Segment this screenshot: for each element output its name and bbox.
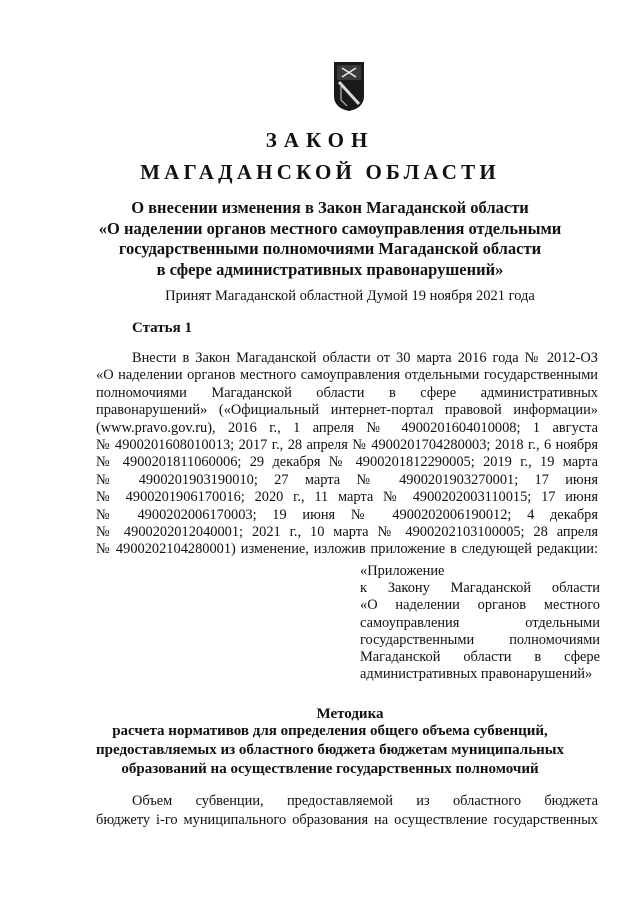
law-region-title: МАГАДАНСКОЙ ОБЛАСТИ <box>140 160 500 184</box>
appendix-line: к Закону Магаданской области <box>360 580 600 597</box>
appendix-line: государственными полномочиями <box>360 631 600 648</box>
appendix-line: административных правонарушений» <box>360 666 593 683</box>
methodology-subtitle-line: предоставляемых из областного бюджета бюджетам муниципальных <box>96 742 564 758</box>
subtitle-line: государственными полномочиями Магаданской области <box>118 239 542 258</box>
methodology-subtitle <box>80 722 580 779</box>
body-line: «О наделении органов местного самоуправления отдельными государственными <box>96 367 598 384</box>
body-line: № 4900201811060006; 29 декабря № 4900201812290005; 2019 г., 19 марта <box>96 454 598 471</box>
body-line: № 4900202104280001) изменение, изложив приложение в следующей редакции: <box>96 541 598 558</box>
appendix-line: самоуправления отдельными <box>360 614 600 631</box>
methodology-title: Методика <box>316 706 384 722</box>
subtitle-line: в сфере административных правонарушений» <box>156 259 504 279</box>
body-line: № 4900201608010013; 2017 г., 28 апреля № 4900201704280003; 2018 г., 6 ноября <box>96 436 598 453</box>
body-line: правонарушений» («Официальный интернет-портал правовой информации» <box>96 402 598 419</box>
appendix-line: «О наделении органов местного <box>360 597 600 614</box>
appendix-reference <box>360 563 600 683</box>
methodology-subtitle-line: расчета нормативов для определения общего объема субвенций, <box>112 723 548 739</box>
body-line: полномочиями Магаданской области в сфере административных <box>96 384 598 401</box>
methodology-paragraph <box>96 792 598 830</box>
subtitle-line: О внесении изменения в Закон Магаданской области <box>131 198 529 217</box>
article-body <box>96 350 598 559</box>
body-line: (www.pravo.gov.ru), 2016 г., 1 апреля № 4900201604010008; 1 августа <box>96 419 598 436</box>
law-subtitle <box>60 198 600 280</box>
body-line: № 4900201903190010; 27 марта № 4900201903270001; 17 июня <box>96 471 598 488</box>
appendix-line: «Приложение <box>360 563 445 579</box>
body-line: № 4900202012040001; 2021 г., 10 марта № 4900202103100005; 28 апреля <box>96 523 598 540</box>
appendix-line: Магаданской области в сфере <box>360 648 600 665</box>
methodology-subtitle-line: образований на осуществление государственных полномочий <box>121 761 539 777</box>
paragraph-line: Объем субвенции, предоставляемой из областного бюджета <box>132 793 598 809</box>
body-line: Внести в Закон Магаданской области от 30 марта 2016 года № 2012-ОЗ <box>132 350 598 366</box>
law-title: ЗАКОН <box>265 128 375 152</box>
paragraph-line: бюджету i-го муниципального образования на осуществление государственных <box>96 812 598 828</box>
coat-of-arms-icon <box>333 60 365 112</box>
adoption-note: Принят Магаданской областной Думой 19 ноября 2021 года <box>165 288 535 304</box>
article-heading: Статья 1 <box>132 320 192 336</box>
body-line: № 4900201906170016; 2020 г., 11 марта № 4900202003110015; 17 июня <box>96 489 598 506</box>
subtitle-line: «О наделении органов местного самоуправления отдельными <box>98 218 562 238</box>
body-line: № 4900202006170003; 19 июня № 4900202006190012; 4 декабря <box>96 506 598 523</box>
